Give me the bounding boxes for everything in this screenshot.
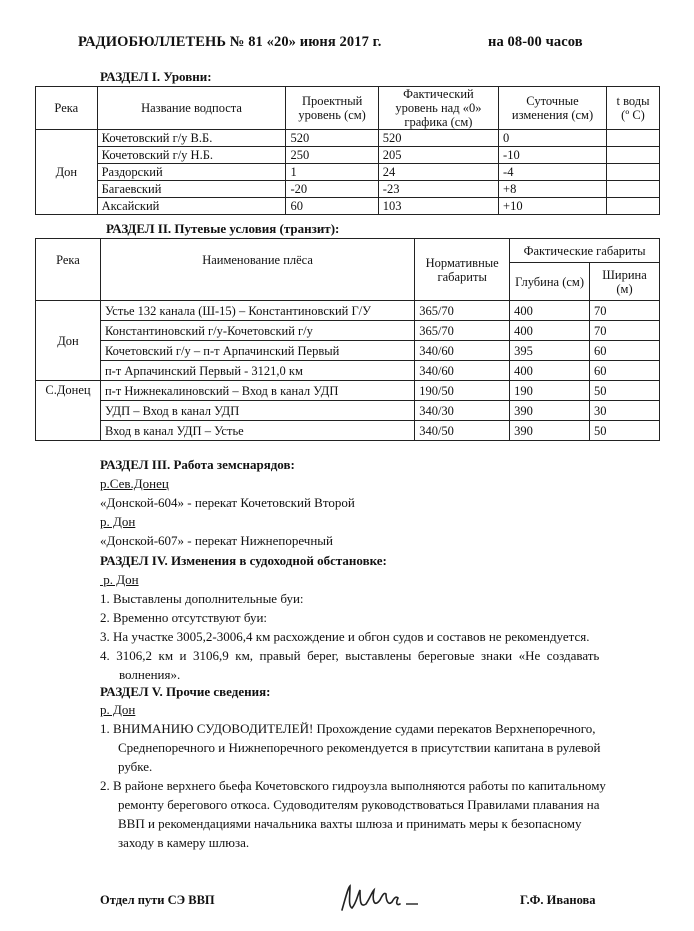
other-info: [100, 700, 640, 852]
table-row: [36, 181, 660, 198]
width: 50: [590, 421, 660, 441]
depth: 400: [510, 321, 590, 341]
actual-level: -23: [378, 181, 498, 198]
info-line: 1. ВНИМАНИЮ СУДОВОДИТЕЛЕЙ! Прохождение судами перекатов Верхнепоречного,: [100, 721, 596, 736]
daily-change: 0: [499, 130, 607, 147]
list-item: 4. 3106,2 км и 3106,9 км, правый берег, выставлены береговые знаки «Не создавать: [100, 648, 600, 663]
info-line: рубке.: [118, 759, 153, 774]
normative-dims: 365/70: [415, 301, 510, 321]
col-daily-change: Суточные изменения (см): [499, 87, 607, 130]
section3-title: РАЗДЕЛ III. Работа земснарядов:: [100, 457, 295, 472]
transit-table: [35, 238, 660, 441]
water-temp: [607, 198, 660, 215]
actual-level: 103: [378, 198, 498, 215]
normative-dims: 340/60: [415, 341, 510, 361]
depth: 190: [510, 381, 590, 401]
river-cell: Дон: [36, 301, 101, 381]
col-depth: Глубина (см): [510, 263, 590, 301]
station-name: Багаевский: [97, 181, 286, 198]
actual-level: 24: [378, 164, 498, 181]
navigation-changes: [100, 570, 630, 684]
station-name: Раздорский: [97, 164, 286, 181]
daily-change: -10: [499, 147, 607, 164]
signatory-name: Г.Ф. Иванова: [520, 893, 596, 907]
dredger-item: «Донской-607» - перекат Нижнепоречный: [100, 533, 333, 548]
list-item-continuation: волнения».: [119, 667, 181, 682]
width: 50: [590, 381, 660, 401]
department-label: Отдел пути СЭ ВВП: [100, 893, 215, 907]
actual-level: 205: [378, 147, 498, 164]
river-label: р. Дон: [100, 514, 136, 529]
info-line: ремонту берегового откоса. Судоводителям руководствоваться Правилами плавания на: [118, 797, 600, 812]
station-name: Кочетовский г/у В.Б.: [97, 130, 286, 147]
water-temp: [607, 147, 660, 164]
dredging-block: [100, 474, 355, 550]
col-actual-dims: Фактические габариты: [510, 239, 660, 263]
river-cell: С.Донец: [36, 381, 101, 441]
bulletin-header: [78, 34, 638, 51]
bulletin-title: РАДИОБЮЛЛЕТЕНЬ № 81 «20» июня 2017 г.: [78, 34, 382, 50]
normative-dims: 340/30: [415, 401, 510, 421]
reach-name: Константиновский г/у-Кочетовский г/у: [100, 321, 414, 341]
normative-dims: 365/70: [415, 321, 510, 341]
col-actual-level: Фактический уровень над «0» графика (см): [378, 87, 498, 130]
depth: 390: [510, 401, 590, 421]
table-row: [36, 130, 660, 147]
signature-image: [336, 882, 436, 922]
levels-table: [35, 86, 660, 215]
daily-change: -4: [499, 164, 607, 181]
normative-dims: 340/50: [415, 421, 510, 441]
col-station: Название водпоста: [97, 87, 286, 130]
depth: 390: [510, 421, 590, 441]
river-cell: Дон: [36, 130, 98, 215]
reach-name: п-т Арпачинский Первый - 3121,0 км: [100, 361, 414, 381]
info-line: Среднепоречного и Нижнепоречного рекомендуется в присутствии капитана в рулевой: [118, 740, 601, 755]
col-design-level: Проектный уровень (см): [286, 87, 378, 130]
table-row: [36, 147, 660, 164]
daily-change: +8: [499, 181, 607, 198]
bulletin-time: на 08-00 часов: [488, 34, 583, 50]
info-line: ВВП и рекомендациями начальника вахты шлюза и принимать меры к безопасному: [118, 816, 582, 831]
transit-header-row: [36, 239, 660, 263]
table-row: [36, 381, 660, 401]
list-item: 2. Временно отсутствуют буи:: [100, 610, 268, 625]
reach-name: Вход в канал УДП – Устье: [100, 421, 414, 441]
list-item: 1. Выставлены дополнительные буи:: [100, 591, 304, 606]
section1-title: РАЗДЕЛ I. Уровни:: [100, 69, 212, 84]
reach-name: Устье 132 канала (Ш-15) – Константиновский Г/У: [100, 301, 414, 321]
col-width: Ширина (м): [590, 263, 660, 301]
station-name: Кочетовский г/у Н.Б.: [97, 147, 286, 164]
width: 30: [590, 401, 660, 421]
section5-title: РАЗДЕЛ V. Прочие сведения:: [100, 684, 271, 699]
daily-change: +10: [499, 198, 607, 215]
reach-name: п-т Нижнекалиновский – Вход в канал УДП: [100, 381, 414, 401]
river-label: р.Сев.Донец: [100, 476, 169, 491]
station-name: Аксайский: [97, 198, 286, 215]
depth: 395: [510, 341, 590, 361]
actual-level: 520: [378, 130, 498, 147]
col-normative: Нормативные габариты: [415, 239, 510, 301]
reach-name: Кочетовский г/у – п-т Арпачинский Первый: [100, 341, 414, 361]
table-row: [36, 421, 660, 441]
levels-header-row: [36, 87, 660, 130]
depth: 400: [510, 301, 590, 321]
table-row: [36, 198, 660, 215]
design-level: 60: [286, 198, 378, 215]
design-level: 1: [286, 164, 378, 181]
reach-name: УДП – Вход в канал УДП: [100, 401, 414, 421]
table-row: [36, 361, 660, 381]
width: 70: [590, 301, 660, 321]
list-item: 3. На участке 3005,2-3006,4 км расхождение и обгон судов и составов не рекомендуется.: [100, 629, 590, 644]
table-row: [36, 321, 660, 341]
table-row: [36, 401, 660, 421]
section4-title: РАЗДЕЛ IV. Изменения в судоходной обстановке:: [100, 553, 387, 568]
width: 60: [590, 341, 660, 361]
river-label: р. Дон: [100, 702, 136, 717]
design-level: 250: [286, 147, 378, 164]
river-label: р. Дон: [100, 572, 139, 587]
normative-dims: 190/50: [415, 381, 510, 401]
design-level: 520: [286, 130, 378, 147]
depth: 400: [510, 361, 590, 381]
col-river: Река: [36, 87, 98, 130]
dredger-item: «Донской-604» - перекат Кочетовский Второй: [100, 495, 355, 510]
water-temp: [607, 130, 660, 147]
col-reach: Наименование плёса: [100, 239, 414, 301]
table-row: [36, 341, 660, 361]
col-water-temp: t воды (º С): [607, 87, 660, 130]
section2-title: РАЗДЕЛ II. Путевые условия (транзит):: [106, 221, 340, 236]
info-line: 2. В районе верхнего бьефа Кочетовского гидроузла выполняются работы по капитальному: [100, 778, 606, 793]
table-row: [36, 164, 660, 181]
water-temp: [607, 181, 660, 198]
table-row: [36, 301, 660, 321]
col-river: Река: [36, 239, 101, 301]
width: 60: [590, 361, 660, 381]
width: 70: [590, 321, 660, 341]
normative-dims: 340/60: [415, 361, 510, 381]
design-level: -20: [286, 181, 378, 198]
water-temp: [607, 164, 660, 181]
info-line: заходу в камеру шлюза.: [118, 835, 250, 850]
